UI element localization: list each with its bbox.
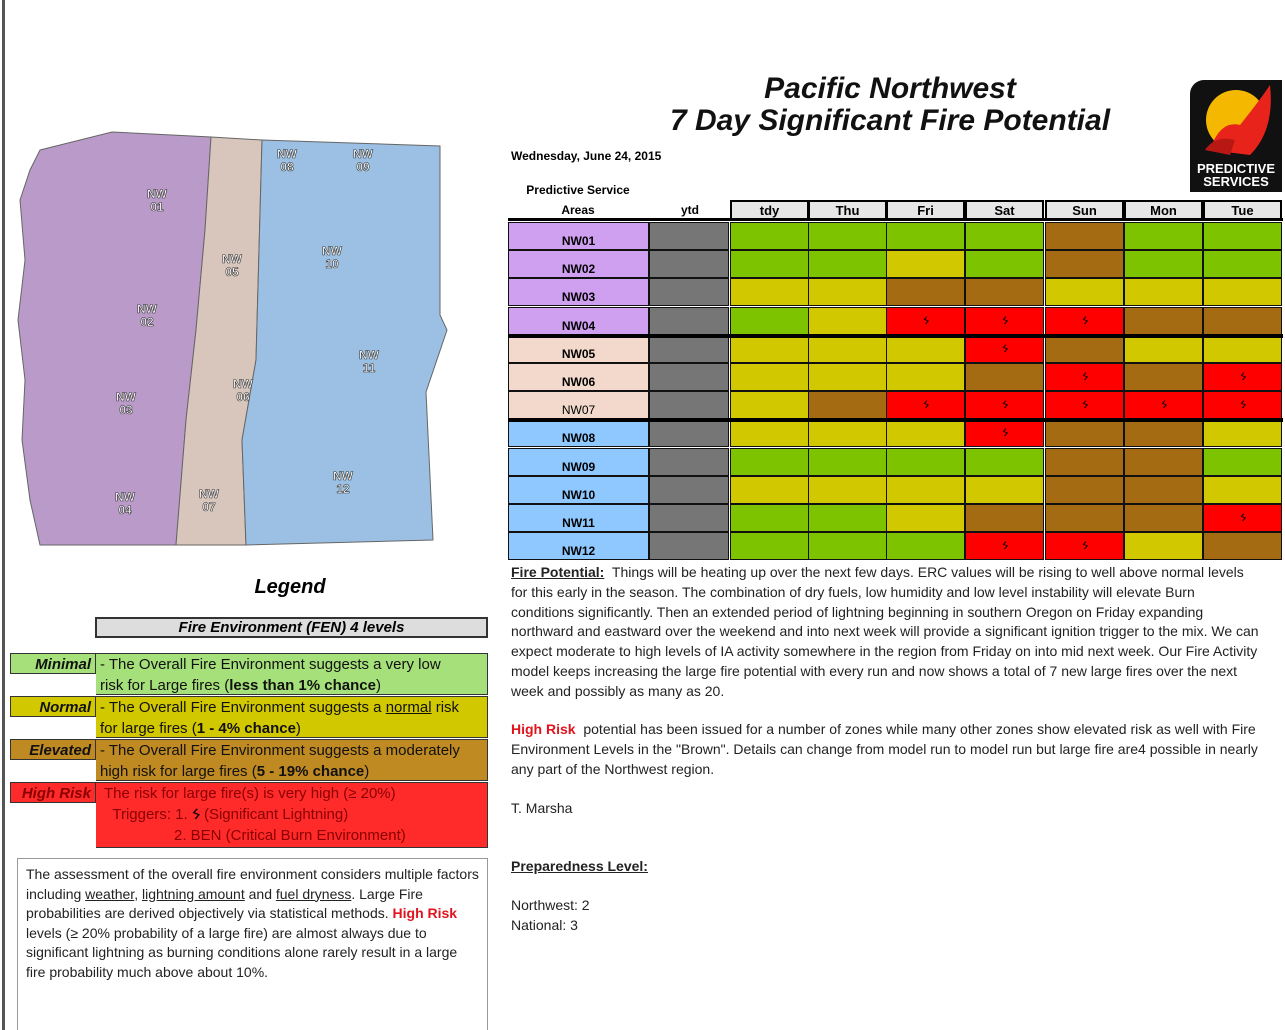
- legend-minimal-line1: - The Overall Fire Environment suggests a very low: [100, 656, 441, 673]
- preparedness-title: Preparedness Level:: [511, 858, 648, 874]
- day-header-tue: Tue: [1203, 200, 1282, 218]
- assessment-text: and: [244, 885, 276, 902]
- day-header-mon: Mon: [1124, 200, 1203, 218]
- forecast-cell-nw02-mon: [1124, 250, 1203, 278]
- area-cell-nw05: NW05: [508, 335, 649, 363]
- map-label-nw01: 01: [150, 200, 164, 214]
- forecast-cell-nw08-sat: [965, 419, 1044, 447]
- legend-high-ben: 2. BEN (Critical Burn Environment): [174, 827, 406, 844]
- forecast-cell-nw01-sun: [1045, 222, 1124, 250]
- forecast-cell-nw01-mon: [1124, 222, 1203, 250]
- legend-normal-underlined: normal: [385, 699, 432, 716]
- forecast-cell-nw11-sun: [1045, 504, 1124, 532]
- lightning-icon: ϟ: [999, 313, 1010, 328]
- forecast-cell-nw02-sun: [1045, 250, 1124, 278]
- lightning-icon: ϟ: [1237, 398, 1248, 412]
- fire-potential-discussion: [511, 563, 1261, 702]
- lightning-icon: ϟ: [1079, 398, 1090, 412]
- legend-normal: [10, 696, 488, 738]
- forecast-cell-nw10-tue: [1203, 476, 1282, 504]
- map-label-nw04: 04: [118, 503, 132, 517]
- legend-normal-paren: ): [295, 720, 301, 737]
- lightning-icon: ϟ: [1158, 398, 1169, 412]
- ytd-cell: [649, 532, 729, 560]
- forecast-cell-nw03-fri: [886, 278, 965, 306]
- lightning-icon: ϟ: [1079, 313, 1090, 328]
- forecast-cell-nw06-sat: [965, 363, 1044, 391]
- map-label-nw10: 10: [325, 257, 339, 271]
- forecast-cell-nw10-sun: [1045, 476, 1124, 504]
- fire-potential-label: Fire Potential:: [511, 564, 605, 580]
- forecast-cell-nw09-tue: [1203, 448, 1282, 476]
- forecast-cell-nw12-mon: [1124, 532, 1203, 560]
- legend-normal-chance: 1 - 4% chance: [196, 720, 296, 737]
- forecast-cell-nw02-thu: [808, 250, 887, 278]
- forecast-cell-nw07-thu: [808, 391, 887, 419]
- forecast-cell-nw11-tue: [1203, 504, 1282, 532]
- forecast-cell-nw10-mon: [1124, 476, 1203, 504]
- ytd-cell: [649, 504, 729, 532]
- forecast-cell-nw06-fri: [886, 363, 965, 391]
- map-label-nw05: 05: [225, 265, 239, 279]
- ytd-cell: [649, 278, 729, 306]
- map-label-nw12: NW: [333, 469, 353, 483]
- map-label-nw02: NW: [137, 302, 157, 316]
- forecast-cell-nw07-fri: [886, 391, 965, 419]
- forecast-cell-nw08-tue: [1203, 419, 1282, 447]
- day-header-fri: Fri: [886, 200, 965, 218]
- forecast-cell-nw02-tdy: [730, 250, 809, 278]
- forecast-cell-nw09-thu: [808, 448, 887, 476]
- forecast-cell-nw09-sun: [1045, 448, 1124, 476]
- legend-normal-name: Normal: [10, 696, 96, 717]
- legend-high-risk: [10, 782, 488, 848]
- legend-minimal-chance: less than 1% chance: [229, 677, 376, 694]
- legend-minimal-name: Minimal: [10, 653, 96, 674]
- day-header-sun: Sun: [1045, 200, 1124, 218]
- preparedness-northwest: Northwest: 2: [511, 897, 590, 913]
- preparedness-national: National: 3: [511, 917, 578, 933]
- forecast-cell-nw04-tue: [1203, 307, 1282, 335]
- high-risk-text: potential has been issued for a number of zones while many other zones show elevated risk as well with Fire Environment Levels in the "Brown". Details can change from model run to model run but large fire are4 possible in nearly any part of the Northwest region.: [511, 721, 1258, 777]
- legend-minimal: [10, 653, 488, 695]
- ytd-cell: [649, 307, 729, 335]
- legend-normal-risk: risk: [431, 699, 460, 716]
- forecast-cell-nw01-sat: [965, 222, 1044, 250]
- legend-elevated-paren: ): [364, 763, 370, 780]
- area-cell-nw09: NW09: [508, 448, 649, 476]
- map-label-nw07: NW: [199, 487, 219, 501]
- ytd-cell: [649, 222, 729, 250]
- ytd-cell: [649, 476, 729, 504]
- legend-high-name: High Risk: [10, 782, 96, 803]
- table-divider: [508, 218, 1283, 221]
- lightning-icon: ϟ: [999, 342, 1010, 356]
- flame-logo-icon: [1190, 80, 1282, 160]
- forecast-cell-nw12-tue: [1203, 532, 1282, 560]
- forecast-cell-nw05-thu: [808, 335, 887, 363]
- forecast-cell-nw05-sun: [1045, 335, 1124, 363]
- forecast-cell-nw01-tdy: [730, 222, 809, 250]
- forecast-cell-nw05-tue: [1203, 335, 1282, 363]
- legend-normal-line2: for large fires (: [100, 720, 197, 737]
- map-label-nw11: NW: [359, 348, 379, 362]
- area-cell-nw03: NW03: [508, 278, 649, 306]
- assessment-text: . Large Fire probabilities are derived objectively via statistical methods.: [26, 885, 423, 922]
- forecast-cell-nw10-fri: [886, 476, 965, 504]
- forecast-cell-nw06-thu: [808, 363, 887, 391]
- fen-header: Fire Environment (FEN) 4 levels: [95, 617, 488, 638]
- forecast-cell-nw11-thu: [808, 504, 887, 532]
- ytd-cell: [649, 448, 729, 476]
- day-header-thu: Thu: [808, 200, 887, 218]
- legend-high-line1: The risk for large fire(s) is very high (≥ 20%): [104, 785, 396, 802]
- lightning-icon: ϟ: [920, 398, 931, 412]
- forecast-cell-nw02-sat: [965, 250, 1044, 278]
- legend-minimal-line2: risk for Large fires (: [100, 677, 230, 694]
- forecast-cell-nw01-tue: [1203, 222, 1282, 250]
- forecast-cell-nw04-tdy: [730, 307, 809, 335]
- forecast-cell-nw03-sat: [965, 278, 1044, 306]
- legend-high-triggers: Triggers: 1.: [112, 806, 188, 823]
- map-label-nw09: NW: [353, 147, 373, 161]
- map-label-nw03: 03: [119, 403, 133, 417]
- assessment-weather: weather: [85, 885, 135, 902]
- lightning-icon: ϟ: [1079, 539, 1090, 553]
- forecast-cell-nw07-tue: [1203, 391, 1282, 419]
- ytd-cell: [649, 335, 729, 363]
- ytd-cell: [649, 250, 729, 278]
- forecast-cell-nw01-fri: [886, 222, 965, 250]
- forecast-cell-nw03-tdy: [730, 278, 809, 306]
- lightning-icon: ϟ: [999, 426, 1010, 441]
- assessment-text: levels (≥ 20% probability of a large fire) are almost always due to significant lightning as burning conditions alone rarely result in a large fire probability much above about 10%.: [26, 924, 458, 980]
- forecast-cell-nw12-sun: [1045, 532, 1124, 560]
- map-label-nw11: 11: [362, 361, 376, 375]
- forecast-cell-nw09-fri: [886, 448, 965, 476]
- forecast-cell-nw08-tdy: [730, 419, 809, 447]
- map-label-nw08: NW: [277, 147, 297, 161]
- forecast-cell-nw09-mon: [1124, 448, 1203, 476]
- logo-text-1: PREDICTIVE: [1196, 161, 1275, 176]
- map-label-nw06: 06: [236, 390, 250, 404]
- forecast-cell-nw06-tdy: [730, 363, 809, 391]
- forecast-cell-nw04-mon: [1124, 307, 1203, 335]
- map-label-nw03: NW: [116, 390, 136, 404]
- high-risk-label: High Risk: [511, 721, 576, 737]
- legend-normal-line1: - The Overall Fire Environment suggests a: [100, 699, 386, 716]
- area-header-1: Predictive Service: [526, 183, 630, 197]
- area-cell-nw10: NW10: [508, 476, 649, 504]
- author: T. Marsha: [511, 800, 573, 816]
- map-label-nw12: 12: [336, 482, 350, 496]
- assessment-high-risk: High Risk: [392, 905, 458, 922]
- assessment-fuel: fuel dryness: [275, 885, 352, 902]
- forecast-cell-nw07-sun: [1045, 391, 1124, 419]
- forecast-cell-nw05-tdy: [730, 335, 809, 363]
- lightning-icon: ϟ: [920, 313, 931, 328]
- forecast-cell-nw06-mon: [1124, 363, 1203, 391]
- legend-elevated-chance: 5 - 19% chance: [256, 763, 365, 780]
- forecast-cell-nw08-fri: [886, 419, 965, 447]
- assessment-text: ,: [134, 885, 142, 902]
- forecast-cell-nw04-sun: [1045, 307, 1124, 335]
- forecast-cell-nw09-sat: [965, 448, 1044, 476]
- ytd-header: ytd: [681, 203, 699, 217]
- predictive-services-logo: [1190, 80, 1282, 192]
- forecast-cell-nw04-thu: [808, 307, 887, 335]
- legend-elevated: [10, 739, 488, 781]
- forecast-cell-nw11-fri: [886, 504, 965, 532]
- map-label-nw02: 02: [140, 315, 154, 329]
- forecast-cell-nw03-thu: [808, 278, 887, 306]
- map-label-nw07: 07: [202, 500, 216, 514]
- lightning-icon: ϟ: [999, 398, 1010, 412]
- map-label-nw04: NW: [115, 490, 135, 504]
- forecast-cell-nw12-tdy: [730, 532, 809, 560]
- forecast-cell-nw04-fri: [886, 307, 965, 335]
- forecast-cell-nw11-sat: [965, 504, 1044, 532]
- day-header-sat: Sat: [965, 200, 1044, 218]
- legend-elevated-line2: high risk for large fires (: [100, 763, 257, 780]
- table-divider: [508, 334, 1283, 338]
- ytd-cell: [649, 419, 729, 447]
- map-label-nw01: NW: [147, 187, 167, 201]
- forecast-cell-nw03-sun: [1045, 278, 1124, 306]
- forecast-cell-nw10-tdy: [730, 476, 809, 504]
- forecast-cell-nw05-sat: [965, 335, 1044, 363]
- forecast-cell-nw12-thu: [808, 532, 887, 560]
- forecast-date: Wednesday, June 24, 2015: [511, 149, 662, 163]
- forecast-cell-nw06-sun: [1045, 363, 1124, 391]
- forecast-cell-nw11-mon: [1124, 504, 1203, 532]
- title-line-2: 7 Day Significant Fire Potential: [669, 104, 1111, 137]
- map-label-nw09: 09: [356, 160, 370, 174]
- forecast-cell-nw09-tdy: [730, 448, 809, 476]
- forecast-cell-nw03-mon: [1124, 278, 1203, 306]
- area-cell-nw06: NW06: [508, 363, 649, 391]
- map-label-nw10: NW: [322, 244, 342, 258]
- legend-minimal-paren: ): [375, 677, 381, 694]
- forecast-cell-nw05-mon: [1124, 335, 1203, 363]
- forecast-cell-nw04-sat: [965, 307, 1044, 335]
- lightning-icon: ϟ: [189, 805, 203, 824]
- fire-potential-text: Things will be heating up over the next few days. ERC values will be rising to well above normal levels for this early in the season. The combination of dry fuels, low humidity and low level instability will elevate Burn conditions significantly. Then an extended period of lightning beginning in southern Oregon on Friday expanding northward and eastward over the weekend and into next week will provide a significant ignition trigger to the mix. We can expect moderate to high levels of IA activity somewhere in the region from Friday on into mid next week. Our Fire Activity model keeps increasing the large fire potential with every run and now shows a total of 7 new large fires over the next week and possibly as many as 20.: [511, 564, 1259, 699]
- forecast-cell-nw10-sat: [965, 476, 1044, 504]
- lightning-icon: ϟ: [1237, 370, 1248, 384]
- forecast-cell-nw02-fri: [886, 250, 965, 278]
- forecast-cell-nw05-fri: [886, 335, 965, 363]
- logo-text-2: SERVICES: [1203, 174, 1269, 189]
- map-label-nw06: NW: [233, 377, 253, 391]
- forecast-cell-nw06-tue: [1203, 363, 1282, 391]
- area-cell-nw04: NW04: [508, 307, 649, 335]
- forecast-cell-nw08-thu: [808, 419, 887, 447]
- table-divider: [508, 418, 1283, 422]
- map-label-nw05: NW: [222, 252, 242, 266]
- assessment-box: [17, 858, 488, 1030]
- forecast-cell-nw12-sat: [965, 532, 1044, 560]
- region-map: [0, 120, 470, 560]
- map-label-nw08: 08: [280, 160, 294, 174]
- forecast-cell-nw11-tdy: [730, 504, 809, 532]
- day-header-tdy: tdy: [730, 200, 809, 218]
- legend-title: Legend: [254, 576, 326, 598]
- legend-elevated-name: Elevated: [10, 739, 96, 760]
- area-cell-nw08: NW08: [508, 419, 649, 447]
- forecast-cell-nw07-tdy: [730, 391, 809, 419]
- lightning-icon: ϟ: [1079, 370, 1090, 384]
- area-cell-nw12: NW12: [508, 532, 649, 560]
- forecast-cell-nw08-mon: [1124, 419, 1203, 447]
- forecast-cell-nw07-mon: [1124, 391, 1203, 419]
- title-line-1: Pacific Northwest: [764, 72, 1016, 105]
- legend-high-lightning: (Significant Lightning): [203, 806, 349, 823]
- area-cell-nw01: NW01: [508, 222, 649, 250]
- ytd-cell: [649, 363, 729, 391]
- forecast-cell-nw02-tue: [1203, 250, 1282, 278]
- forecast-cell-nw07-sat: [965, 391, 1044, 419]
- legend-elevated-line1: - The Overall Fire Environment suggests a moderately: [100, 742, 460, 759]
- ytd-cell: [649, 391, 729, 419]
- lightning-icon: ϟ: [1237, 511, 1248, 525]
- forecast-cell-nw03-tue: [1203, 278, 1282, 306]
- lightning-icon: ϟ: [999, 539, 1010, 553]
- high-risk-discussion: [511, 720, 1261, 779]
- assessment-text: The assessment of the overall fire environment considers multiple factors including: [26, 866, 479, 902]
- forecast-cell-nw08-sun: [1045, 419, 1124, 447]
- area-cell-nw02: NW02: [508, 250, 649, 278]
- assessment-lightning: lightning amount: [141, 885, 245, 902]
- forecast-cell-nw01-thu: [808, 222, 887, 250]
- area-cell-nw11: NW11: [508, 504, 649, 532]
- forecast-cell-nw12-fri: [886, 532, 965, 560]
- forecast-cell-nw10-thu: [808, 476, 887, 504]
- area-header-2: Areas: [561, 203, 595, 217]
- area-cell-nw07: NW07: [508, 391, 649, 419]
